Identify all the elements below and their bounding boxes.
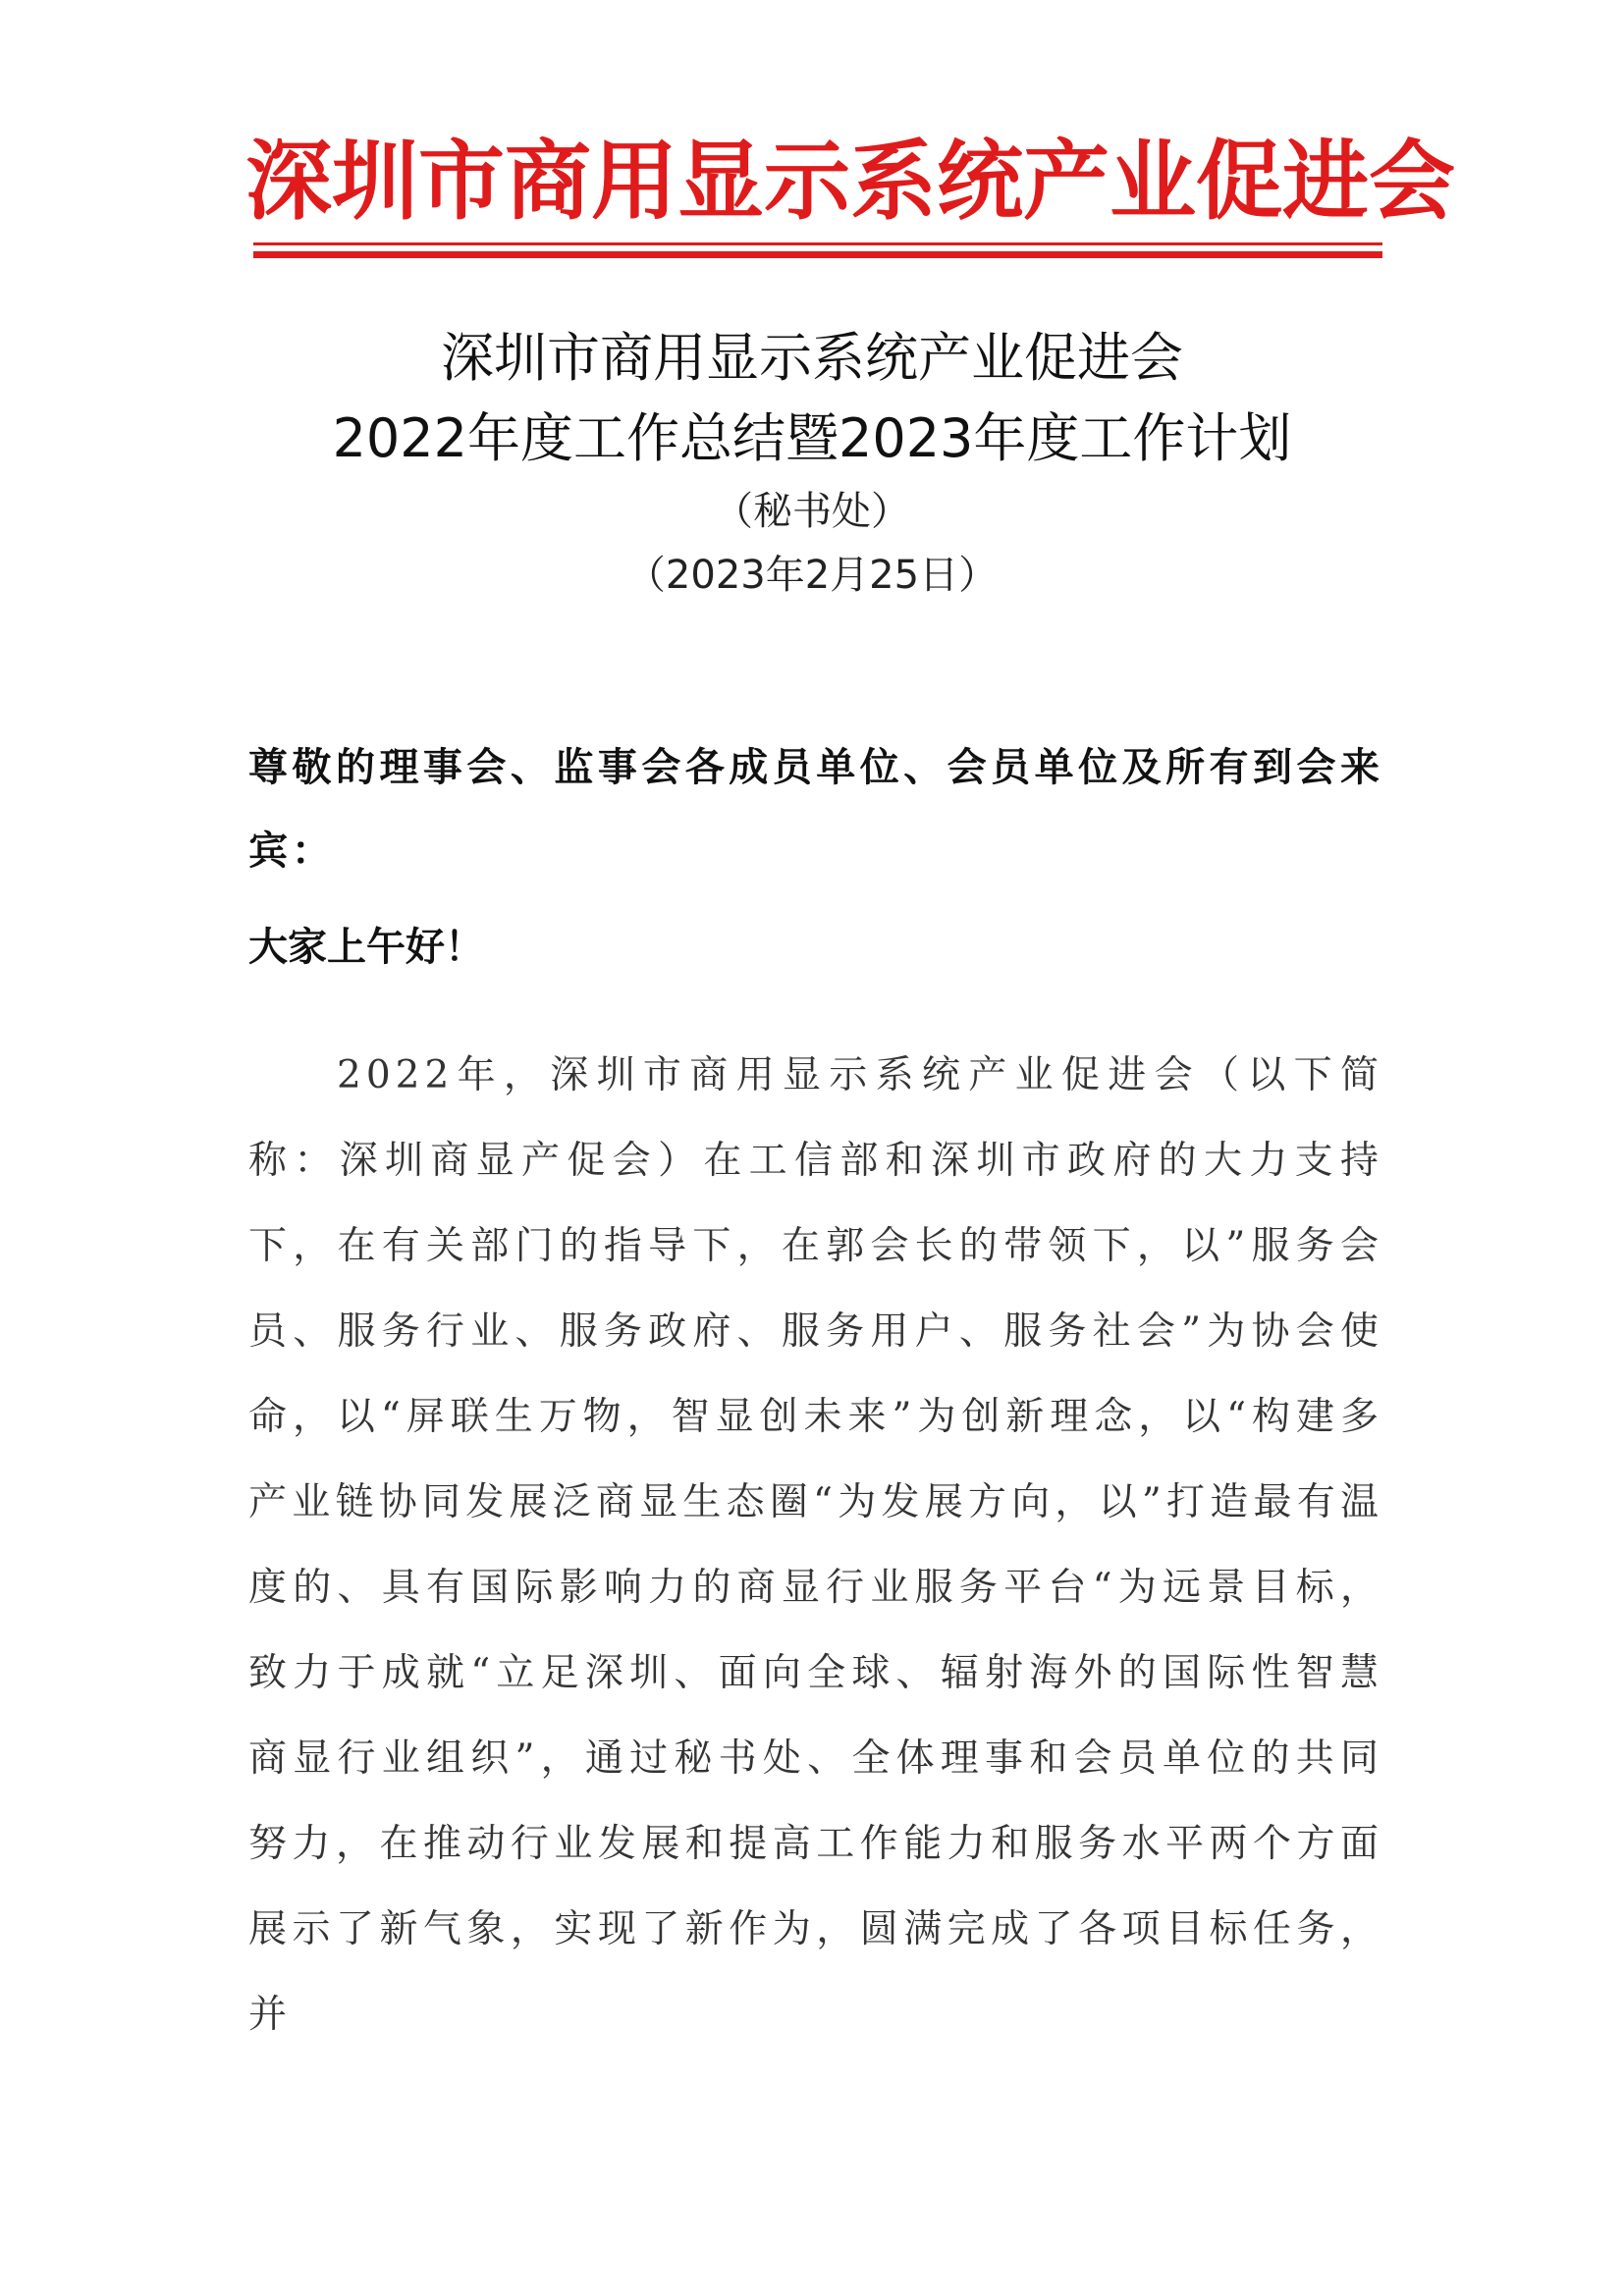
salutation: 尊敬的理事会、监事会各成员单位、会员单位及所有到会来宾： xyxy=(248,745,1383,874)
greeting: 大家上午好！ xyxy=(248,925,484,970)
document-title-line2: 2022年度工作总结暨2023年度工作计划 xyxy=(332,407,1292,469)
body-paragraph: 2022年，深圳市商用显示系统产业促进会（以下简称：深圳商显产促会）在工信部和深圳市政府的大力支持下，在有关部门的指导下，在郭会长的带领下，以”服务会员、服务行业、服务政府、服务用户、服务社会”为协会使命，以“屏联生万物，智显创未来”为创新理念，以“构建多产业链协同发展泛商显生态圈“为发展方向，以”打造最有温度的、具有国际影响力的商显行业服务平台“为远景目标，致力于成就“立足深圳、面向全球、辐射海外的国际性智慧商显行业组织”，通过秘书处、全体理事和会员单位的共同努力，在推动行业发展和提高工作能力和服务水平两个方面展示了新气象，实现了新作为，圆满完成了各项目标任务，并 xyxy=(248,1053,1383,2037)
letterhead-rule-thick xyxy=(253,251,1382,258)
document-title-line1: 深圳市商用显示系统产业促进会 xyxy=(441,327,1183,389)
document-department: （秘书处） xyxy=(714,489,910,534)
letterhead-rule-thin xyxy=(253,242,1382,245)
letterhead-org-name: 深圳市商用显示系统产业促进会 xyxy=(245,131,1456,232)
document-date: （2023年2月25日） xyxy=(625,553,999,598)
